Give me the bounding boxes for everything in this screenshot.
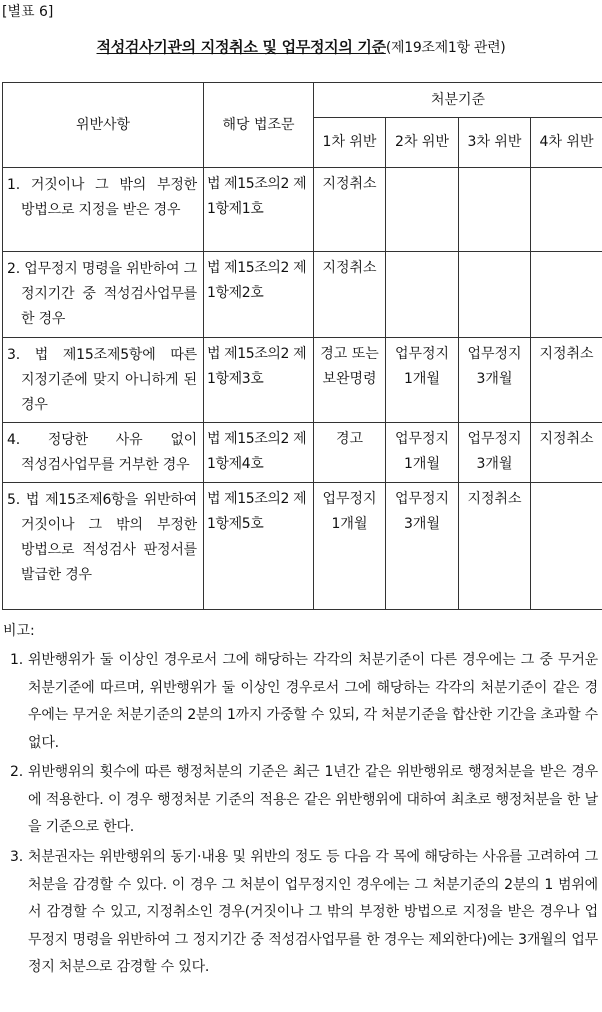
penalty-fourth: 지정취소 [531,423,602,483]
note-text: 처분권자는 위반행위의 동기·내용 및 위반의 정도 등 다음 각 목에 해당하는 사유를 고려하여 그 처분을 감경할 수 있다. 이 경우 그 처분이 업무정지인 경우에는 그 처분기준의 2분의 1 범위에서 감경할 수 있고, 지정취소인 경우(거짓이나 그 밖의 부정한 방법으로 지정을 받은 경우나 업무정지 명령을 위반하여 그 정지기간 중 적성검사업무를 한 경우는 제외한다)에는 3개월의 업무정지 처분으로 감경할 수 있다. [28,849,598,975]
table-row [3,483,602,610]
title-sub: (제19조제1항 관련) [385,40,506,56]
penalty-second: 업무정지 1개월 [386,338,459,423]
violation-text: 2. 업무정지 명령을 위반하여 그 정지기간 중 적성검사업무를 한 경우 [7,261,197,327]
law-ref: 법 제15조의2 제1항제1호 [204,168,314,252]
penalty-third: 지정취소 [459,483,531,610]
violation-text: 5. 법 제15조제6항을 위반하여 거짓이나 그 밖의 부정한 방법으로 적성검사 판정서를 발급한 경우 [7,492,197,583]
note-number: 3. [10,849,23,865]
note-number: 1. [10,652,23,668]
header-law: 해당 법조문 [204,83,314,168]
penalty-first: 지정취소 [314,168,386,252]
table-row [3,338,602,423]
law-ref: 법 제15조의2 제1항제4호 [204,423,314,483]
penalty-third [459,252,531,338]
penalty-second [386,168,459,252]
table-row [3,168,602,252]
violation-text: 3. 법 제15조제5항에 따른 지정기준에 맞지 아니하게 된 경우 [7,347,197,413]
header-second: 2차 위반 [386,118,459,168]
penalty-second [386,252,459,338]
violation-text: 4. 정당한 사유 없이 적성검사업무를 거부한 경우 [7,432,197,473]
penalty-second: 업무정지 3개월 [386,483,459,610]
note-text: 위반행위가 둘 이상인 경우로서 그에 해당하는 각각의 처분기준이 다른 경우에는 그 중 무거운 처분기준에 따르며, 위반행위가 둘 이상인 경우로서 그에 해당하는 각각의 처분기준이 같은 경우에는 무거운 처분기준의 2분의 1까지 가중할 수 있되, 각 처분기준을 합산한 기간을 초과할 수 없다. [28,652,598,751]
header-violation: 위반사항 [3,83,204,168]
penalty-first: 경고 또는 보완명령 [314,338,386,423]
note-number: 2. [10,764,23,780]
header-fourth: 4차 위반 [531,118,602,168]
penalty-third: 업무정지 3개월 [459,423,531,483]
penalty-first: 경고 [314,423,386,483]
header-first: 1차 위반 [314,118,386,168]
note-item [10,844,598,982]
violation-text: 1. 거짓이나 그 밖의 부정한 방법으로 지정을 받은 경우 [7,177,197,218]
penalty-fourth [531,168,602,252]
law-ref: 법 제15조의2 제1항제2호 [204,252,314,338]
penalty-first: 지정취소 [314,252,386,338]
penalty-first: 업무정지 1개월 [314,483,386,610]
penalty-second: 업무정지 1개월 [386,423,459,483]
notes-label: 비고: [3,623,35,639]
title-main: 적성검사기관의 지정취소 및 업무정지의 기준 [96,38,386,56]
penalty-fourth: 지정취소 [531,338,602,423]
note-item [10,647,598,757]
document-tag: [별표 6] [2,4,54,20]
table-row [3,252,602,338]
header-criteria: 처분기준 [314,83,602,118]
sanction-criteria-table [2,82,602,610]
law-ref: 법 제15조의2 제1항제5호 [204,483,314,610]
table-row [3,423,602,483]
penalty-third: 업무정지 3개월 [459,338,531,423]
note-text: 위반행위의 횟수에 따른 행정처분의 기준은 최근 1년간 같은 위반행위로 행정처분을 받은 경우에 적용한다. 이 경우 행정처분 기준의 적용은 같은 위반행위에 대하여 최초로 행정처분을 한 날을 기준으로 한다. [28,764,598,835]
header-third: 3차 위반 [459,118,531,168]
note-item [10,759,598,842]
penalty-third [459,168,531,252]
penalty-fourth [531,252,602,338]
penalty-fourth [531,483,602,610]
law-ref: 법 제15조의2 제1항제3호 [204,338,314,423]
document-title [0,36,602,57]
